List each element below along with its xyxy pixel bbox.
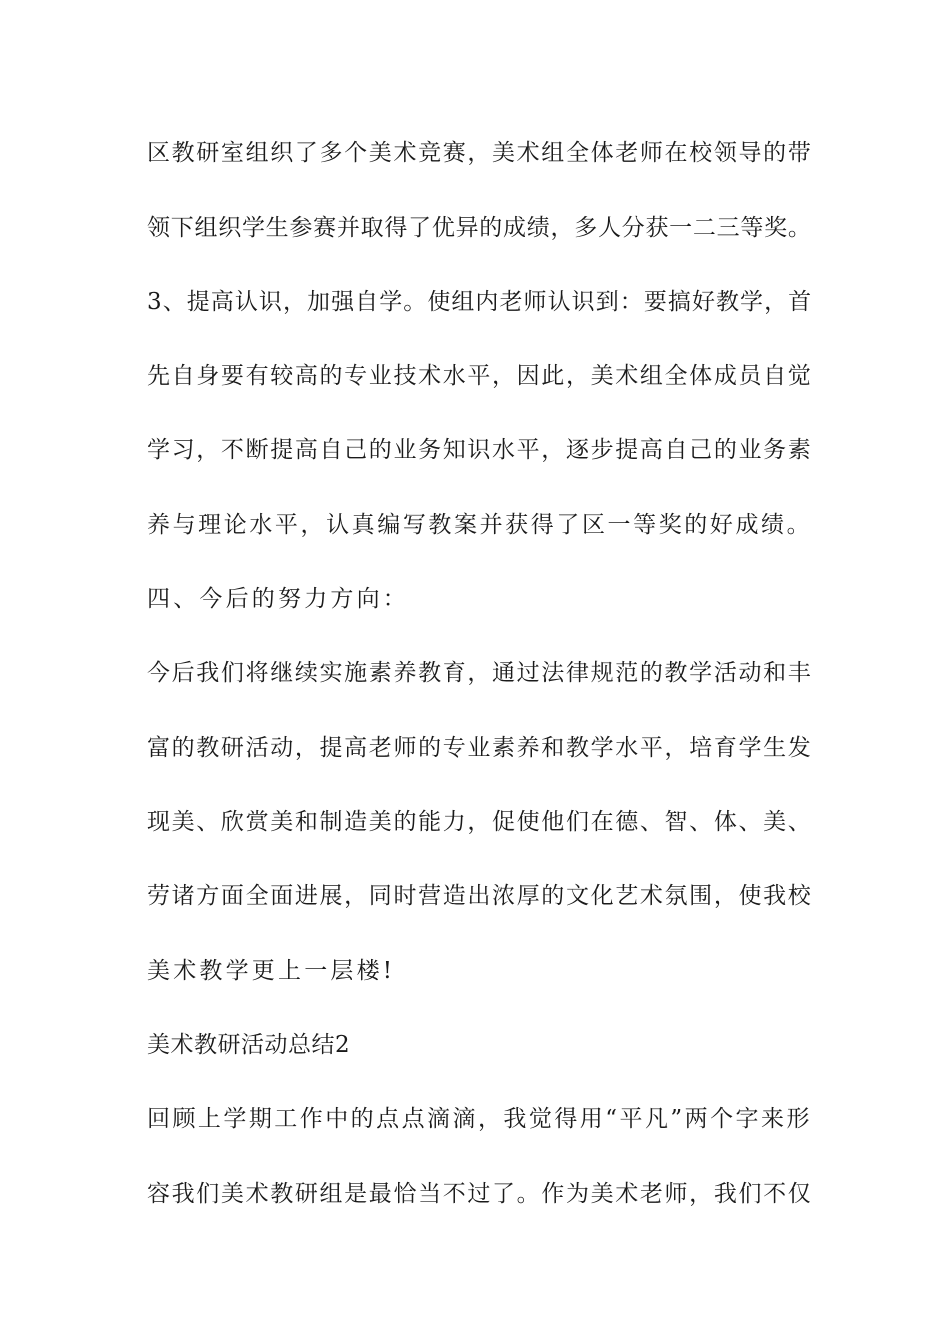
paragraph-line: 养与理论水平，认真编写教案并获得了区一等奖的好成绩。 bbox=[147, 512, 813, 538]
paragraph-line: 美术教学更上一层楼! bbox=[147, 958, 396, 984]
paragraph-line: 今后我们将继续实施素养教育，通过法律规范的教学活动和丰 bbox=[147, 660, 813, 686]
paragraph-line: 富的教研活动，提高老师的专业素养和教学水平，培育学生发 bbox=[147, 735, 813, 761]
paragraph-line: 区教研室组织了多个美术竞赛，美术组全体老师在校领导的带 bbox=[147, 140, 813, 166]
paragraph-line: 容我们美术教研组是最恰当不过了。作为美术老师，我们不仅 bbox=[147, 1181, 813, 1207]
paragraph-line: 领下组织学生参赛并取得了优异的成绩，多人分获一二三等奖。 bbox=[147, 215, 812, 241]
paragraph-line: 现美、欣赏美和制造美的能力，促使他们在德、智、体、美、 bbox=[147, 809, 813, 835]
paragraph-line: 回顾上学期工作中的点点滴滴，我觉得用“平凡”两个字来形 bbox=[147, 1106, 812, 1132]
paragraph-line: 先自身要有较高的专业技术水平，因此，美术组全体成员自觉 bbox=[147, 363, 813, 389]
section-title: 美术教研活动总结2 bbox=[147, 1032, 351, 1058]
paragraph-line: 劳诸方面全面进展，同时营造出浓厚的文化艺术氛围，使我校 bbox=[147, 883, 813, 909]
paragraph-line: 学习，不断提高自己的业务知识水平，逐步提高自己的业务素 bbox=[147, 437, 813, 463]
section-heading: 四、今后的努力方向： bbox=[147, 586, 409, 612]
paragraph-line: 3、提高认识，加强自学。使组内老师认识到：要搞好教学，首 bbox=[147, 289, 813, 315]
